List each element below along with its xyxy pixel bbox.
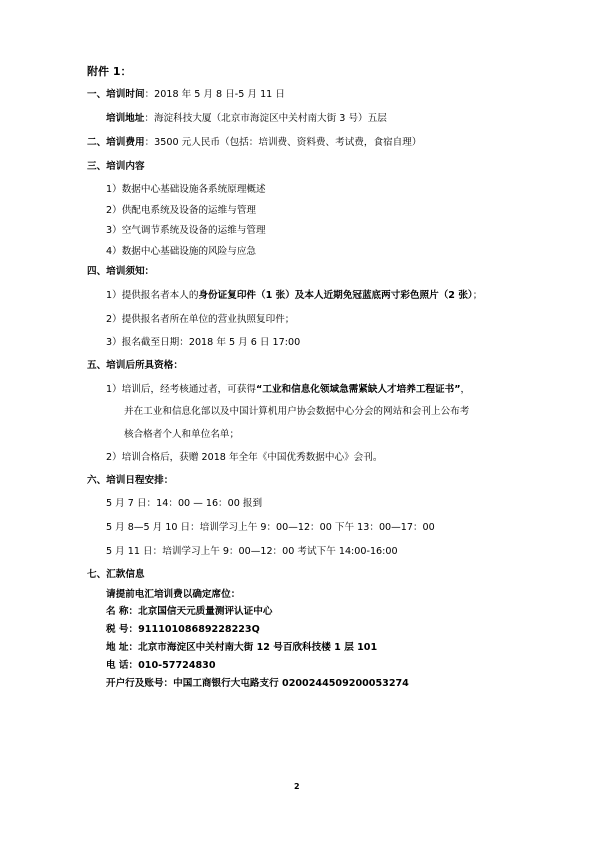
notice-item-1-emphasis: 身份证复印件（1 张）及本人近期免冠蓝底两寸彩色照片（2 张） <box>198 290 473 301</box>
schedule-item-3: 5 月 11 日：培训学习上午 9：00—12：00 考试下午 14:00-16:00 <box>106 546 398 557</box>
attachment-label: 附件 1： <box>87 65 132 78</box>
qualification-item-1-end: ， <box>460 384 471 395</box>
notice-item-1-start: 1）提供报名者本人的 <box>106 290 199 301</box>
qualification-item-1 <box>106 384 470 396</box>
section-2-heading: 二、培训费用 <box>87 137 145 148</box>
notice-item-1-end: ； <box>472 290 483 301</box>
training-place-value: ：海淀科技大厦（北京市海淀区中关村南大街 3 号）五层 <box>144 113 387 124</box>
content-item-4: 4）数据中心基础设施的风险与应急 <box>106 246 257 257</box>
section-3-heading: 三、培训内容 <box>87 161 145 172</box>
qualification-item-1-line-3: 核合格者个人和单位名单； <box>124 429 240 440</box>
remittance-intro: 请提前电汇培训费以确定席位： <box>106 589 241 600</box>
bank-account-label: 开户行及账号： <box>106 678 174 689</box>
section-4-heading: 四、培训须知： <box>87 266 155 277</box>
content-item-2: 2）供配电系统及设备的运维与管理 <box>106 205 257 216</box>
phone-row <box>106 660 216 672</box>
page-number: 2 <box>294 782 300 791</box>
notice-item-1 <box>106 290 482 302</box>
tax-id-value: 91110108689228223Q <box>138 624 260 635</box>
schedule-item-2: 5 月 8—5 月 10 日：培训学习上午 9：00—12：00 下午 13：00—17：00 <box>106 522 435 533</box>
section-2-fee <box>87 137 421 149</box>
training-place-label: 培训地址 <box>106 113 145 124</box>
content-item-1: 1）数据中心基础设施各系统原理概述 <box>106 184 266 195</box>
content-item-3: 3）空气调节系统及设备的运维与管理 <box>106 225 266 236</box>
phone-label: 电 话： <box>106 660 139 671</box>
section-7-heading: 七、汇款信息 <box>87 569 145 580</box>
schedule-item-1: 5 月 7 日：14：00 — 16：00 报到 <box>106 498 263 509</box>
section-1-place <box>106 113 387 125</box>
section-1-time <box>87 89 285 101</box>
section-5-heading: 五、培训后所具资格： <box>87 360 183 371</box>
bank-account-value: 中国工商银行大屯路支行 0200244509200053274 <box>173 678 409 689</box>
qualification-item-1-start: 1）培训后，经考核通过者，可获得 <box>106 384 257 395</box>
qualification-item-1-line-2: 并在工业和信息化部以及中国计算机用户协会数据中心分会的网站和会刊上公布考 <box>124 406 470 417</box>
certificate-name: “工业和信息化领域急需紧缺人才培养工程证书” <box>256 384 461 395</box>
notice-item-3: 3）报名截至日期：2018 年 5 月 6 日 17:00 <box>106 337 301 348</box>
phone-value: 010-57724830 <box>138 660 216 671</box>
address-value: 北京市海淀区中关村南大街 12 号百欣科技楼 1 层 101 <box>138 642 378 653</box>
section-6-heading: 六、培训日程安排： <box>87 475 174 486</box>
tax-id-row <box>106 624 260 636</box>
section-1-heading: 一、培训时间 <box>87 89 145 100</box>
payee-name-label: 名 称： <box>106 606 139 617</box>
payee-name-row <box>106 606 272 618</box>
notice-item-2: 2）提供报名者所在单位的营业执照复印件； <box>106 314 295 325</box>
bank-account-row <box>106 678 409 690</box>
address-label: 地 址： <box>106 642 139 653</box>
training-time-value: ：2018 年 5 月 8 日-5 月 11 日 <box>144 89 285 100</box>
qualification-item-2: 2）培训合格后，获赠 2018 年全年《中国优秀数据中心》会刊。 <box>106 452 383 463</box>
address-row <box>106 642 377 654</box>
payee-name-value: 北京国信天元质量测评认证中心 <box>138 606 273 617</box>
tax-id-label: 税 号： <box>106 624 139 635</box>
training-fee-value: ：3500 元人民币（包括：培训费、资料费、考试费，食宿自理） <box>144 137 422 148</box>
